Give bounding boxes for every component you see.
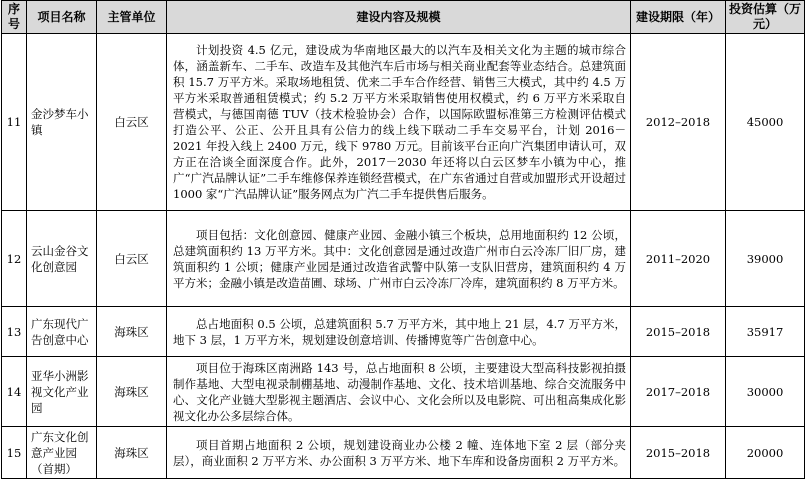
table-row bbox=[2, 357, 805, 427]
row-period: 2011–2020 bbox=[631, 211, 726, 307]
row-period: 2012–2018 bbox=[631, 34, 726, 211]
row-seq: 11 bbox=[2, 34, 27, 211]
row-seq: 14 bbox=[2, 357, 27, 427]
row-period: 2015–2018 bbox=[631, 307, 726, 357]
row-period: 2015–2018 bbox=[631, 427, 726, 479]
row-name: 亚华小洲影视文化产业园 bbox=[27, 357, 97, 427]
row-unit: 海珠区 bbox=[97, 427, 167, 479]
project-table bbox=[1, 0, 805, 479]
header-seq: 序号 bbox=[2, 1, 27, 34]
row-name: 广东现代广告创意中心 bbox=[27, 307, 97, 357]
header-name: 项目名称 bbox=[27, 1, 97, 34]
row-invest: 45000 bbox=[726, 34, 805, 211]
row-name: 金沙梦车小镇 bbox=[27, 34, 97, 211]
row-content: 项目包括：文化创意园、健康产业园、金融小镇三个板块，总用地面积约 12 公顷，总建筑面积约 13 万平方米。其中：文化创意园是通过改造广州市白云冷冻厂旧厂房，建筑面积约 1 公顷；健康产业园是通过改造省武警中队第一支队旧营房，建筑面积约 4 万平方米；金融小镇是改造苗圃、球场、广州市白云冷冻厂冷库，建筑面积约 8 万平方米。 bbox=[167, 211, 631, 307]
row-invest: 20000 bbox=[726, 427, 805, 479]
row-seq: 15 bbox=[2, 427, 27, 479]
row-unit: 海珠区 bbox=[97, 357, 167, 427]
header-content: 建设内容及规模 bbox=[167, 1, 631, 34]
row-invest: 30000 bbox=[726, 357, 805, 427]
header-invest: 投资估算（万元） bbox=[726, 1, 805, 34]
table-body bbox=[2, 34, 805, 479]
row-unit: 海珠区 bbox=[97, 307, 167, 357]
row-content: 总占地面积 0.5 公顷，总建筑面积 5.7 万平方米，其中地上 21 层，4.7 万平方米，地下 3 层，1 万平方米，规划建设创意培训、传播博览等广告创意中心。 bbox=[167, 307, 631, 357]
row-seq: 12 bbox=[2, 211, 27, 307]
header-period: 建设期限（年） bbox=[631, 1, 726, 34]
row-seq: 13 bbox=[2, 307, 27, 357]
row-unit: 白云区 bbox=[97, 211, 167, 307]
table-row bbox=[2, 427, 805, 479]
row-name: 云山金谷文化创意园 bbox=[27, 211, 97, 307]
row-content: 项目首期占地面积 2 公顷，规划建设商业办公楼 2 幢、连体地下室 2 层（部分夹层），商业面积 2 万平方米、办公面积 3 万平方米、地下车库和设备房面积 2 万平方米。 bbox=[167, 427, 631, 479]
table-row bbox=[2, 307, 805, 357]
row-content: 项目位于海珠区南洲路 143 号，总占地面积 8 公顷，主要建设大型高科技影视拍摄制作基地、大型电视录制棚基地、动漫制作基地、文化、技术培训基地、综合交流服务中心、文化产业链大型影视主题酒店、会议中心、文化会所以及电影院、可出租高集成化影视文化办公多层综合体。 bbox=[167, 357, 631, 427]
table-header bbox=[2, 1, 805, 34]
row-invest: 35917 bbox=[726, 307, 805, 357]
row-invest: 39000 bbox=[726, 211, 805, 307]
row-period: 2017–2018 bbox=[631, 357, 726, 427]
row-name: 广东文化创意产业园（首期） bbox=[27, 427, 97, 479]
header-unit: 主管单位 bbox=[97, 1, 167, 34]
row-content: 计划投资 4.5 亿元，建设成为华南地区最大的以汽车及相关文化为主题的城市综合体，涵盖新车、二手车、改造车及其他汽车后市场与相关商业配套等业态结合。总建筑面积 15.7 万平方米。采取场地租赁、优来二手车合作经营、销售三大模式，其中约 4.5 万平方米采取普通租赁模式；约 5.2 万平方米采取销售使用权模式，约 6 万平方米采取自营模式，与德国南德 TUV（技术检验协会）合作，以国际欧盟标准第三方检测评估模式打造公平、公正、公开且具有公信力的线上线下联动二手车交易平台，计划 2016－2021 年投入线上 2400 万元，线下 9780 万元。目前该平台正向广汽集团申请认可，双方正在洽谈全面深度合作。此外，2017－2030 年还将以白云区梦车小镇为中心，推广“广汽品牌认证”二手车维修保养连锁经营模式，在广东省通过自营或加盟形式开设超过 1000 家“广汽品牌认证”服务网点为广汽二手车提供售后服务。 bbox=[167, 34, 631, 211]
table-row bbox=[2, 34, 805, 211]
table-row bbox=[2, 211, 805, 307]
row-unit: 白云区 bbox=[97, 34, 167, 211]
